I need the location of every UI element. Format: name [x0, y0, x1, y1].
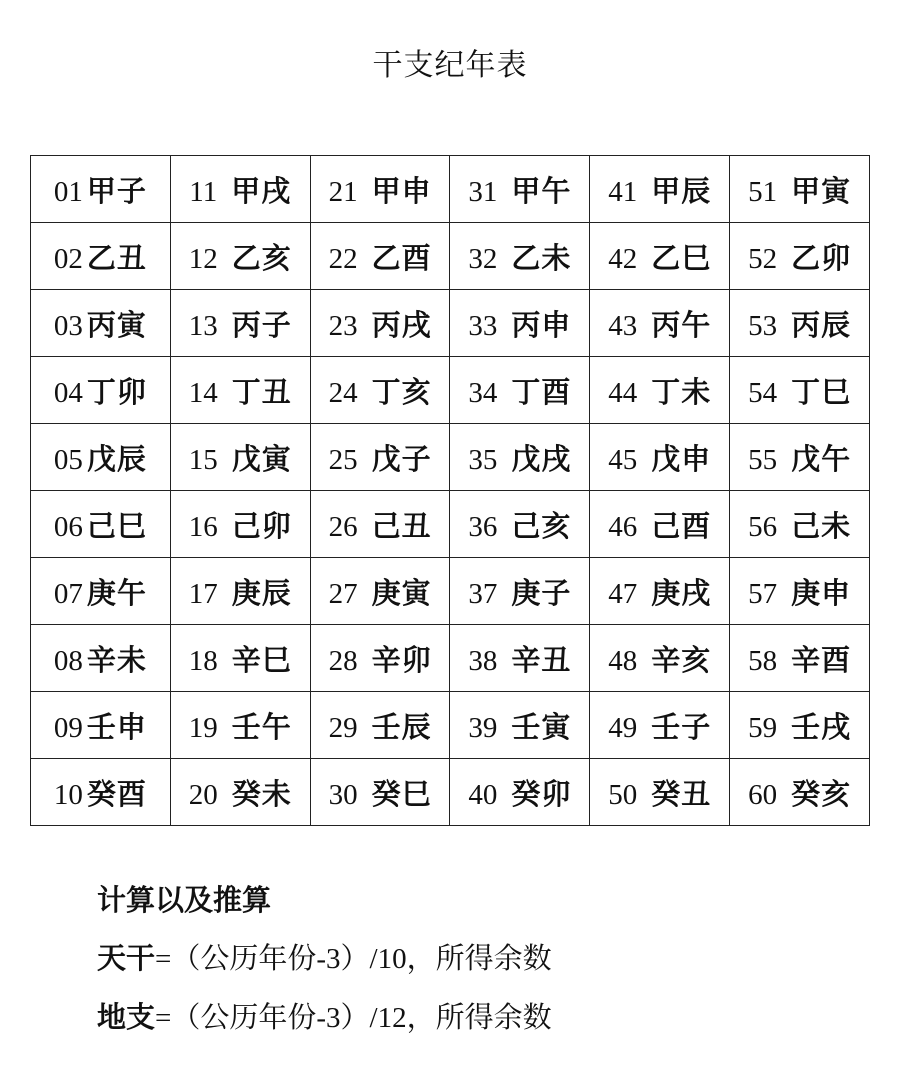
table-cell — [170, 692, 310, 759]
ganzhi-name: 乙巳 — [651, 240, 712, 275]
ganzhi-name: 癸亥 — [791, 776, 852, 811]
ganzhi-name: 乙丑 — [86, 240, 147, 275]
ganzhi-name: 丙戌 — [371, 307, 432, 342]
table-cell — [590, 290, 730, 357]
ganzhi-name: 己丑 — [371, 508, 432, 543]
ganzhi-name: 庚辰 — [231, 575, 292, 610]
table-cell — [310, 290, 450, 357]
table-cell — [31, 558, 171, 625]
ganzhi-name: 甲申 — [371, 173, 432, 208]
table-cell — [730, 625, 870, 692]
table-cell — [450, 491, 590, 558]
ganzhi-name: 庚申 — [791, 575, 852, 610]
table-cell — [31, 290, 171, 357]
page-title: 干支纪年表 — [372, 48, 528, 83]
cycle-number: 17 — [188, 577, 218, 610]
table-cell — [31, 156, 171, 223]
cycle-number: 07 — [53, 577, 83, 610]
cycle-number: 04 — [53, 376, 83, 409]
table-cell — [170, 290, 310, 357]
ganzhi-name: 丁亥 — [371, 374, 432, 409]
ganzhi-name: 丙申 — [511, 307, 572, 342]
table-cell — [450, 424, 590, 491]
table-cell — [450, 357, 590, 424]
cycle-number: 29 — [328, 711, 358, 744]
ganzhi-name: 庚子 — [511, 575, 572, 610]
cycle-number: 03 — [53, 309, 83, 342]
cycle-number: 57 — [748, 577, 778, 610]
cycle-number: 06 — [53, 510, 83, 543]
ganzhi-name: 壬午 — [231, 709, 292, 744]
cycle-number: 37 — [468, 577, 498, 610]
ganzhi-name: 己卯 — [231, 508, 292, 543]
cycle-number: 35 — [468, 443, 498, 476]
tiangan-formula: =（公历年份-3）/10，所得余数 — [155, 943, 552, 975]
ganzhi-name: 甲子 — [86, 173, 147, 208]
ganzhi-name: 庚寅 — [371, 575, 432, 610]
ganzhi-name: 丁卯 — [86, 374, 147, 409]
cycle-number: 58 — [748, 644, 778, 677]
cycle-number: 42 — [608, 242, 638, 275]
table-cell — [310, 558, 450, 625]
table-cell — [310, 424, 450, 491]
ganzhi-name: 丙辰 — [791, 307, 852, 342]
table-cell — [450, 625, 590, 692]
cycle-number: 27 — [328, 577, 358, 610]
ganzhi-name: 癸巳 — [371, 776, 432, 811]
cycle-number: 19 — [188, 711, 218, 744]
cycle-number: 53 — [748, 309, 778, 342]
cycle-number: 20 — [188, 778, 218, 811]
cycle-number: 25 — [328, 443, 358, 476]
table-cell — [450, 223, 590, 290]
ganzhi-name: 丁酉 — [511, 374, 572, 409]
ganzhi-name: 庚戌 — [651, 575, 712, 610]
ganzhi-name: 乙卯 — [791, 240, 852, 275]
ganzhi-name: 戊寅 — [231, 441, 292, 476]
table-cell — [450, 290, 590, 357]
ganzhi-name: 癸未 — [231, 776, 292, 811]
cycle-number: 16 — [188, 510, 218, 543]
table-cell — [310, 491, 450, 558]
table-cell — [31, 759, 171, 826]
ganzhi-table — [30, 155, 870, 826]
table-cell — [590, 223, 730, 290]
table-row — [31, 558, 870, 625]
cycle-number: 13 — [188, 309, 218, 342]
ganzhi-name: 辛未 — [86, 642, 147, 677]
table-cell — [310, 692, 450, 759]
table-cell — [170, 558, 310, 625]
calculation-notes — [97, 885, 552, 1061]
table-cell — [590, 692, 730, 759]
ganzhi-name: 癸酉 — [86, 776, 147, 811]
cycle-number: 05 — [53, 443, 83, 476]
table-cell — [590, 759, 730, 826]
cycle-number: 43 — [608, 309, 638, 342]
table-cell — [31, 424, 171, 491]
table-cell — [450, 558, 590, 625]
table-cell — [31, 692, 171, 759]
table-row — [31, 290, 870, 357]
table-cell — [730, 692, 870, 759]
table-cell — [730, 558, 870, 625]
ganzhi-name: 甲寅 — [791, 173, 852, 208]
table-cell — [450, 156, 590, 223]
ganzhi-name: 戊子 — [371, 441, 432, 476]
table-cell — [730, 357, 870, 424]
cycle-number: 38 — [468, 644, 498, 677]
cycle-number: 31 — [468, 175, 498, 208]
table-cell — [590, 625, 730, 692]
ganzhi-name: 壬子 — [651, 709, 712, 744]
cycle-number: 34 — [468, 376, 498, 409]
ganzhi-name: 甲戌 — [231, 173, 292, 208]
cycle-number: 11 — [189, 175, 218, 208]
cycle-number: 46 — [608, 510, 638, 543]
ganzhi-name: 己巳 — [86, 508, 147, 543]
cycle-number: 45 — [608, 443, 638, 476]
table-cell — [450, 759, 590, 826]
cycle-number: 30 — [328, 778, 358, 811]
cycle-number: 44 — [608, 376, 638, 409]
dizhi-formula-line — [97, 1002, 552, 1033]
table-cell — [590, 357, 730, 424]
cycle-number: 15 — [188, 443, 218, 476]
cycle-number: 23 — [328, 309, 358, 342]
ganzhi-name: 壬寅 — [511, 709, 572, 744]
cycle-number: 09 — [53, 711, 83, 744]
ganzhi-name: 壬戌 — [791, 709, 852, 744]
table-cell — [730, 759, 870, 826]
ganzhi-name: 甲午 — [511, 173, 572, 208]
table-cell — [170, 156, 310, 223]
tiangan-label: 天干 — [97, 941, 156, 975]
ganzhi-name: 丁巳 — [791, 374, 852, 409]
table-cell — [590, 424, 730, 491]
cycle-number: 01 — [53, 175, 83, 208]
table-cell — [31, 625, 171, 692]
cycle-number: 32 — [468, 242, 498, 275]
table-cell — [590, 491, 730, 558]
table-row — [31, 424, 870, 491]
table-cell — [730, 491, 870, 558]
notes-heading: 计算以及推算 — [97, 883, 272, 917]
table-cell — [31, 223, 171, 290]
table-row — [31, 692, 870, 759]
ganzhi-name: 甲辰 — [651, 173, 712, 208]
cycle-number: 52 — [748, 242, 778, 275]
ganzhi-name: 壬辰 — [371, 709, 432, 744]
dizhi-label: 地支 — [97, 1000, 156, 1034]
cycle-number: 22 — [328, 242, 358, 275]
ganzhi-name: 壬申 — [86, 709, 147, 744]
table-cell — [730, 424, 870, 491]
cycle-number: 33 — [468, 309, 498, 342]
ganzhi-name: 丁未 — [651, 374, 712, 409]
ganzhi-name: 辛巳 — [231, 642, 292, 677]
table-cell — [730, 290, 870, 357]
table-cell — [31, 357, 171, 424]
ganzhi-name: 己酉 — [651, 508, 712, 543]
table-cell — [170, 424, 310, 491]
cycle-number: 39 — [468, 711, 498, 744]
table-cell — [310, 357, 450, 424]
cycle-number: 60 — [748, 778, 778, 811]
ganzhi-name: 辛酉 — [791, 642, 852, 677]
cycle-number: 47 — [608, 577, 638, 610]
cycle-number: 36 — [468, 510, 498, 543]
table-cell — [170, 759, 310, 826]
ganzhi-name: 癸卯 — [511, 776, 572, 811]
cycle-number: 28 — [328, 644, 358, 677]
cycle-number: 14 — [188, 376, 218, 409]
cycle-number: 56 — [748, 510, 778, 543]
ganzhi-name: 己亥 — [511, 508, 572, 543]
ganzhi-name: 丙寅 — [86, 307, 147, 342]
table-cell — [730, 156, 870, 223]
table-row — [31, 491, 870, 558]
table-cell — [450, 692, 590, 759]
table-cell — [170, 491, 310, 558]
ganzhi-name: 丙子 — [231, 307, 292, 342]
cycle-number: 10 — [53, 778, 83, 811]
cycle-number: 49 — [608, 711, 638, 744]
ganzhi-name: 辛丑 — [511, 642, 572, 677]
ganzhi-name: 己未 — [791, 508, 852, 543]
cycle-number: 41 — [608, 175, 638, 208]
cycle-number: 26 — [328, 510, 358, 543]
table-cell — [170, 223, 310, 290]
ganzhi-name: 戊午 — [791, 441, 852, 476]
ganzhi-name: 戊辰 — [86, 441, 147, 476]
cycle-number: 24 — [328, 376, 358, 409]
table-cell — [310, 156, 450, 223]
dizhi-formula: =（公历年份-3）/12，所得余数 — [155, 1002, 552, 1034]
ganzhi-name: 辛亥 — [651, 642, 712, 677]
table-cell — [590, 156, 730, 223]
cycle-number: 54 — [748, 376, 778, 409]
table-row — [31, 223, 870, 290]
cycle-number: 40 — [468, 778, 498, 811]
cycle-number: 02 — [53, 242, 83, 275]
table-cell — [310, 625, 450, 692]
cycle-number: 59 — [748, 711, 778, 744]
cycle-number: 08 — [53, 644, 83, 677]
ganzhi-name: 乙未 — [511, 240, 572, 275]
ganzhi-name: 戊戌 — [511, 441, 572, 476]
tiangan-formula-line — [97, 943, 552, 974]
table-body — [31, 156, 870, 826]
table-cell — [310, 223, 450, 290]
table-cell — [590, 558, 730, 625]
table-row — [31, 357, 870, 424]
cycle-number: 55 — [748, 443, 778, 476]
cycle-number: 48 — [608, 644, 638, 677]
ganzhi-name: 庚午 — [86, 575, 147, 610]
table-row — [31, 759, 870, 826]
table-cell — [310, 759, 450, 826]
table-cell — [730, 223, 870, 290]
table-cell — [31, 491, 171, 558]
table-cell — [170, 625, 310, 692]
ganzhi-name: 乙酉 — [371, 240, 432, 275]
ganzhi-name: 癸丑 — [651, 776, 712, 811]
cycle-number: 50 — [608, 778, 638, 811]
cycle-number: 21 — [328, 175, 358, 208]
table-row — [31, 625, 870, 692]
ganzhi-name: 辛卯 — [371, 642, 432, 677]
ganzhi-name: 丙午 — [651, 307, 712, 342]
cycle-number: 18 — [188, 644, 218, 677]
cycle-number: 12 — [188, 242, 218, 275]
cycle-number: 51 — [748, 175, 778, 208]
ganzhi-name: 丁丑 — [231, 374, 292, 409]
table-cell — [170, 357, 310, 424]
ganzhi-name: 戊申 — [651, 441, 712, 476]
ganzhi-name: 乙亥 — [231, 240, 292, 275]
table-row — [31, 156, 870, 223]
